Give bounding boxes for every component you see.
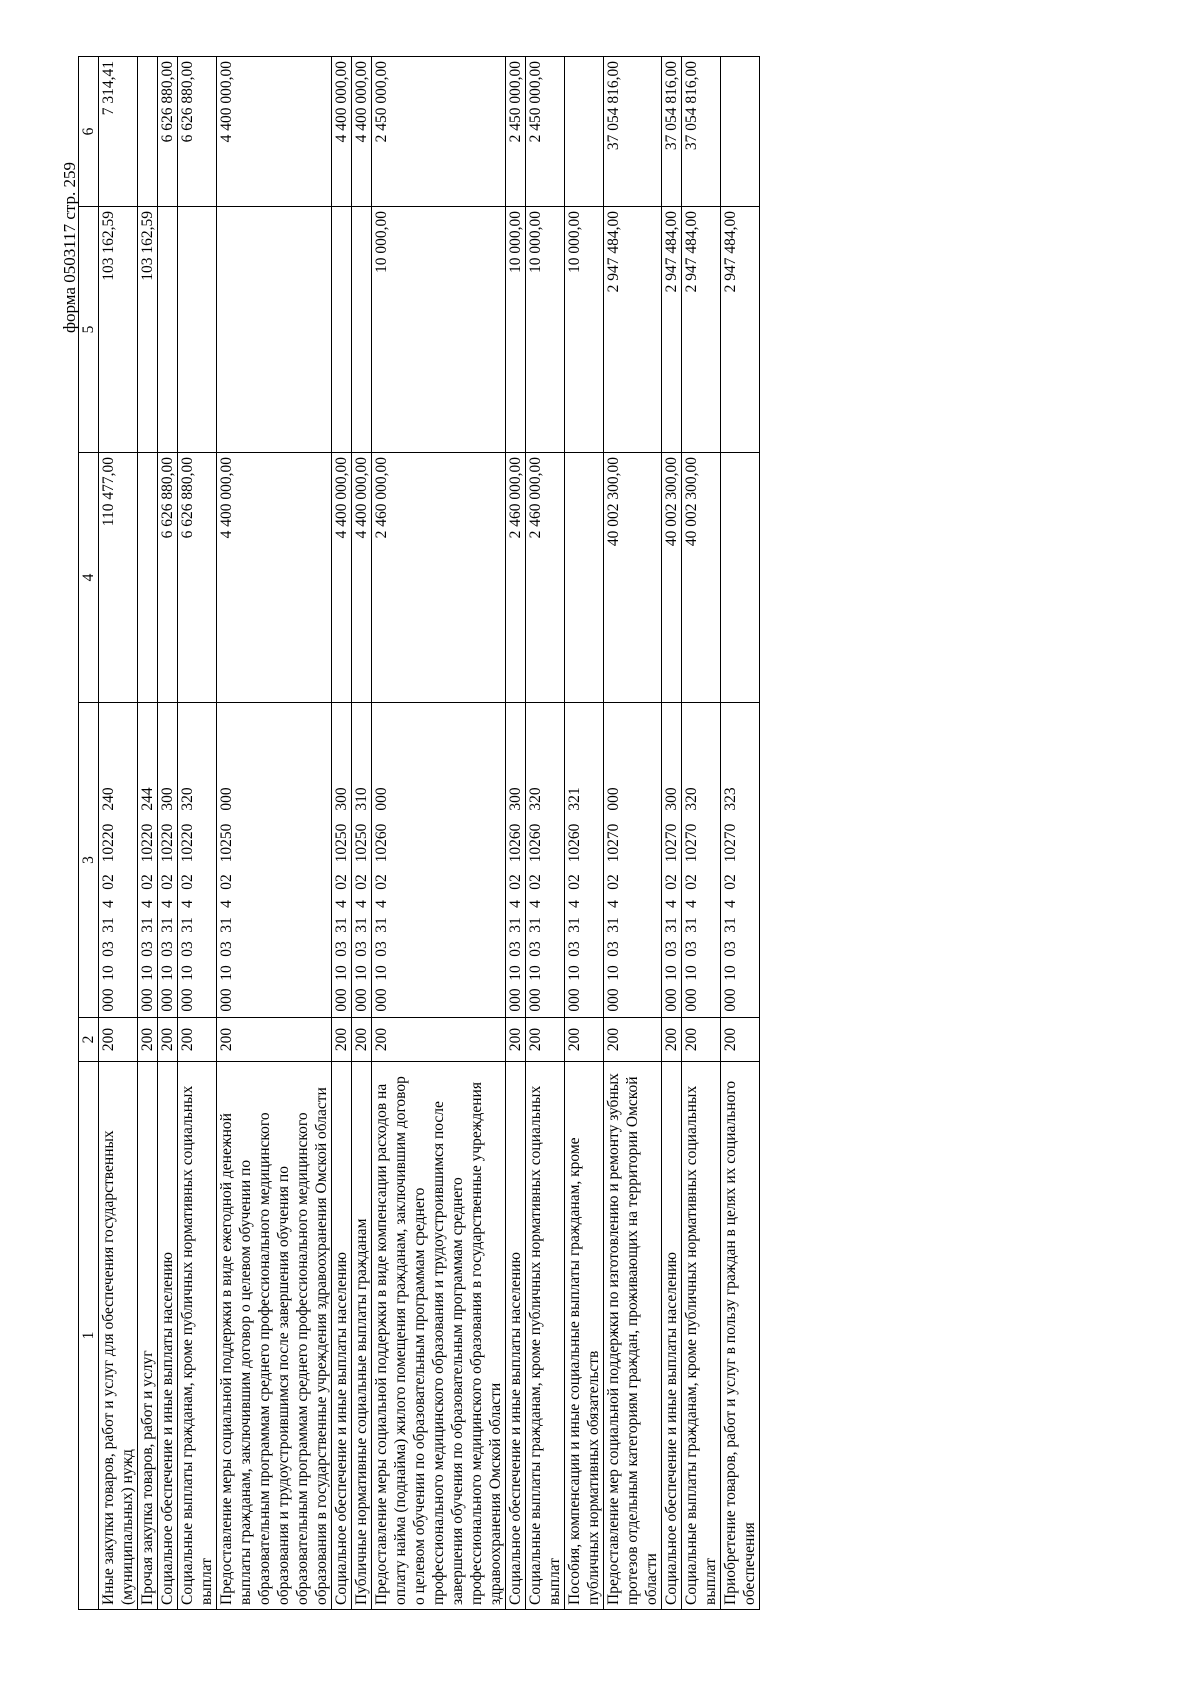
code-segment: 31 [683,917,700,933]
row-name: Пособия, компенсации и иные социальные выплаты гражданам, кроме публичных нормативных обязательств [565,1062,604,1610]
row-name: Предоставление меры социальной поддержки в виде компенсации расходов на оплату найма (поднайма) жилого помещения гражданам, заключившим договор о целевом обучении по образовательным программам среднего профессионального медицинского образования и трудоустроившимся после завершения обучения по образовательным программам среднего профессионального медицинского образования в государственные учреждения здравоохранения Омской области [372,1062,506,1610]
row-approved: 6 626 880,00 [178,453,217,703]
code-segment: 03 [139,941,156,957]
row-unexecuted [565,57,604,207]
code-segment: 10270 [663,823,680,863]
column-number: 4 [79,453,99,703]
code-segment: 320 [683,787,700,811]
code-segment: 31 [605,917,622,933]
code-segment: 03 [159,941,176,957]
row-classification-code [662,703,682,1018]
code-segment: 10 [507,965,524,981]
row-classification-code [178,703,217,1018]
table-row [526,57,565,1610]
row-approved: 2 460 000,00 [372,453,506,703]
row-executed: 10 000,00 [372,207,506,453]
row-line-code: 200 [178,1018,217,1062]
row-line-code: 200 [158,1018,178,1062]
code-segment: 02 [722,874,739,890]
row-executed: 2 947 484,00 [721,207,760,453]
row-line-code: 200 [506,1018,526,1062]
row-executed [352,207,372,453]
code-segment: 4 [663,900,680,908]
row-unexecuted: 2 450 000,00 [506,57,526,207]
code-segment: 03 [373,941,390,957]
row-classification-code [372,703,506,1018]
column-number: 1 [79,1062,99,1610]
code-segment: 10 [605,965,622,981]
row-line-code: 200 [526,1018,565,1062]
row-unexecuted: 37 054 816,00 [604,57,662,207]
code-segment: 000 [605,787,622,811]
table-body [99,57,760,1610]
row-approved: 40 002 300,00 [682,453,721,703]
row-unexecuted: 6 626 880,00 [158,57,178,207]
code-segment: 4 [179,900,196,908]
table-row [138,57,158,1610]
code-segment: 02 [373,874,390,890]
code-segment: 4 [159,900,176,908]
code-segment: 02 [159,874,176,890]
row-approved: 4 400 000,00 [217,453,332,703]
row-executed: 2 947 484,00 [682,207,721,453]
code-segment: 31 [159,917,176,933]
row-unexecuted: 37 054 816,00 [682,57,721,207]
budget-table [78,56,760,1610]
row-classification-code [332,703,352,1018]
row-approved [721,453,760,703]
row-unexecuted: 4 400 000,00 [332,57,352,207]
row-unexecuted [138,57,158,207]
code-segment: 300 [333,787,350,811]
code-segment: 03 [218,941,235,957]
code-segment: 10270 [605,823,622,863]
row-name: Социальные выплаты гражданам, кроме публичных нормативных социальных выплат [682,1062,721,1610]
row-approved: 2 460 000,00 [506,453,526,703]
code-segment: 4 [353,900,370,908]
code-segment: 323 [722,787,739,811]
code-segment: 300 [663,787,680,811]
row-executed: 2 947 484,00 [662,207,682,453]
code-segment: 000 [159,988,176,1012]
code-segment: 31 [566,917,583,933]
code-segment: 10220 [179,823,196,863]
row-classification-code [158,703,178,1018]
code-segment: 000 [218,787,235,811]
code-segment: 10220 [100,823,117,863]
code-segment: 03 [179,941,196,957]
row-name: Социальные выплаты гражданам, кроме публичных нормативных социальных выплат [178,1062,217,1610]
code-segment: 10 [663,965,680,981]
code-segment: 31 [100,917,117,933]
row-approved [565,453,604,703]
code-segment: 02 [100,874,117,890]
code-segment: 31 [663,917,680,933]
code-segment: 31 [179,917,196,933]
row-unexecuted [721,57,760,207]
code-segment: 02 [333,874,350,890]
row-classification-code [526,703,565,1018]
code-segment: 03 [566,941,583,957]
row-name: Социальное обеспечение и иные выплаты населению [506,1062,526,1610]
row-unexecuted: 4 400 000,00 [352,57,372,207]
code-segment: 10 [139,965,156,981]
row-line-code: 200 [217,1018,332,1062]
code-segment: 000 [566,988,583,1012]
code-segment: 000 [353,988,370,1012]
code-segment: 10260 [507,823,524,863]
row-name: Социальное обеспечение и иные выплаты населению [332,1062,352,1610]
column-number: 6 [79,57,99,207]
code-segment: 320 [179,787,196,811]
row-executed: 10 000,00 [526,207,565,453]
code-segment: 10 [100,965,117,981]
row-unexecuted: 2 450 000,00 [372,57,506,207]
code-segment: 321 [566,787,583,811]
row-unexecuted: 37 054 816,00 [662,57,682,207]
code-segment: 03 [100,941,117,957]
table-row [662,57,682,1610]
column-number: 5 [79,207,99,453]
row-classification-code [721,703,760,1018]
code-segment: 4 [527,900,544,908]
code-segment: 31 [527,917,544,933]
row-approved [138,453,158,703]
table-row [178,57,217,1610]
row-line-code: 200 [332,1018,352,1062]
table-row [158,57,178,1610]
row-executed: 10 000,00 [506,207,526,453]
code-segment: 10270 [722,823,739,863]
code-segment: 4 [218,900,235,908]
code-segment: 000 [100,988,117,1012]
code-segment: 000 [139,988,156,1012]
row-unexecuted: 6 626 880,00 [178,57,217,207]
code-segment: 02 [566,874,583,890]
row-name: Предоставление мер социальной поддержки по изготовлению и ремонту зубных протезов отдельным категориям граждан, проживающих на территории Омской области [604,1062,662,1610]
row-executed [332,207,352,453]
code-segment: 000 [179,988,196,1012]
code-segment: 000 [333,988,350,1012]
table-row [604,57,662,1610]
table-row [506,57,526,1610]
row-name: Социальное обеспечение и иные выплаты населению [158,1062,178,1610]
code-segment: 10260 [566,823,583,863]
code-segment: 4 [333,900,350,908]
code-segment: 31 [139,917,156,933]
row-name: Социальное обеспечение и иные выплаты населению [662,1062,682,1610]
code-segment: 000 [605,988,622,1012]
code-segment: 320 [527,787,544,811]
code-segment: 4 [605,900,622,908]
row-executed: 2 947 484,00 [604,207,662,453]
code-segment: 10250 [353,823,370,863]
code-segment: 31 [333,917,350,933]
row-name: Приобретение товаров, работ и услуг в пользу граждан в целях их социального обеспечения [721,1062,760,1610]
code-segment: 10 [566,965,583,981]
code-segment: 4 [139,900,156,908]
code-segment: 244 [139,787,156,811]
code-segment: 31 [353,917,370,933]
code-segment: 240 [100,787,117,811]
row-line-code: 200 [662,1018,682,1062]
code-segment: 03 [663,941,680,957]
code-segment: 02 [353,874,370,890]
row-line-code: 200 [138,1018,158,1062]
table-row [332,57,352,1610]
row-classification-code [565,703,604,1018]
code-segment: 10250 [218,823,235,863]
code-segment: 10220 [139,823,156,863]
code-segment: 10270 [683,823,700,863]
code-segment: 310 [353,787,370,811]
row-name: Социальные выплаты гражданам, кроме публичных нормативных социальных выплат [526,1062,565,1610]
code-segment: 31 [722,917,739,933]
table-row [682,57,721,1610]
row-line-code: 200 [372,1018,506,1062]
code-segment: 02 [683,874,700,890]
code-segment: 03 [722,941,739,957]
code-segment: 000 [722,988,739,1012]
row-approved: 4 400 000,00 [352,453,372,703]
code-segment: 000 [373,988,390,1012]
code-segment: 02 [507,874,524,890]
row-unexecuted: 2 450 000,00 [526,57,565,207]
row-approved: 110 477,00 [99,453,138,703]
code-segment: 10 [218,965,235,981]
code-segment: 02 [527,874,544,890]
code-segment: 03 [353,941,370,957]
row-name: Предоставление меры социальной поддержки в виде ежегодной денежной выплаты гражданам, заключившим договор о целевом обучении по образовательным программам среднего профессионального медицинского образования и трудоустроившимся после завершения обучения по образовательным программам среднего профессионального медицинского образования в государственные учреждения здравоохранения Омской области [217,1062,332,1610]
row-executed: 103 162,59 [138,207,158,453]
code-segment: 02 [139,874,156,890]
code-segment: 10220 [159,823,176,863]
code-segment: 03 [527,941,544,957]
row-classification-code [138,703,158,1018]
code-segment: 10 [722,965,739,981]
code-segment: 10260 [527,823,544,863]
row-classification-code [217,703,332,1018]
row-executed [158,207,178,453]
row-line-code: 200 [604,1018,662,1062]
code-segment: 10 [333,965,350,981]
row-name: Публичные нормативные социальные выплаты гражданам [352,1062,372,1610]
code-segment: 4 [100,900,117,908]
row-executed: 10 000,00 [565,207,604,453]
code-segment: 000 [527,988,544,1012]
row-name: Иные закупки товаров, работ и услуг для обеспечения государственных (муниципальных) нужд [99,1062,138,1610]
code-segment: 02 [605,874,622,890]
code-segment: 03 [605,941,622,957]
row-approved: 2 460 000,00 [526,453,565,703]
row-classification-code [682,703,721,1018]
row-executed [217,207,332,453]
row-classification-code [99,703,138,1018]
table-row [372,57,506,1610]
table-row [352,57,372,1610]
column-number: 2 [79,1018,99,1062]
code-segment: 10 [353,965,370,981]
row-line-code: 200 [682,1018,721,1062]
table-row [217,57,332,1610]
code-segment: 03 [333,941,350,957]
code-segment: 10 [179,965,196,981]
code-segment: 10 [159,965,176,981]
row-executed: 103 162,59 [99,207,138,453]
code-segment: 31 [218,917,235,933]
row-name: Прочая закупка товаров, работ и услуг [138,1062,158,1610]
column-number-row [79,57,99,1610]
row-classification-code [506,703,526,1018]
row-approved: 40 002 300,00 [604,453,662,703]
code-segment: 000 [683,988,700,1012]
code-segment: 03 [683,941,700,957]
code-segment: 10 [527,965,544,981]
code-segment: 000 [218,988,235,1012]
row-approved: 4 400 000,00 [332,453,352,703]
code-segment: 000 [373,787,390,811]
row-unexecuted: 7 314,41 [99,57,138,207]
code-segment: 31 [507,917,524,933]
code-segment: 10 [373,965,390,981]
code-segment: 02 [218,874,235,890]
code-segment: 4 [683,900,700,908]
code-segment: 300 [159,787,176,811]
code-segment: 4 [373,900,390,908]
code-segment: 02 [179,874,196,890]
code-segment: 000 [663,988,680,1012]
row-line-code: 200 [352,1018,372,1062]
row-line-code: 200 [99,1018,138,1062]
row-line-code: 200 [565,1018,604,1062]
form-reference: форма 0503117 стр. 259 [60,162,79,333]
code-segment: 300 [507,787,524,811]
code-segment: 31 [373,917,390,933]
row-approved: 6 626 880,00 [158,453,178,703]
code-segment: 10250 [333,823,350,863]
row-line-code: 200 [721,1018,760,1062]
row-classification-code [604,703,662,1018]
table-row [99,57,138,1610]
code-segment: 03 [507,941,524,957]
code-segment: 02 [663,874,680,890]
code-segment: 4 [722,900,739,908]
code-segment: 000 [507,988,524,1012]
row-unexecuted: 4 400 000,00 [217,57,332,207]
column-number: 3 [79,703,99,1018]
table-row [721,57,760,1610]
row-classification-code [352,703,372,1018]
code-segment: 4 [566,900,583,908]
row-executed [178,207,217,453]
code-segment: 10 [683,965,700,981]
row-approved: 40 002 300,00 [662,453,682,703]
code-segment: 10260 [373,823,390,863]
code-segment: 4 [507,900,524,908]
table-row [565,57,604,1610]
